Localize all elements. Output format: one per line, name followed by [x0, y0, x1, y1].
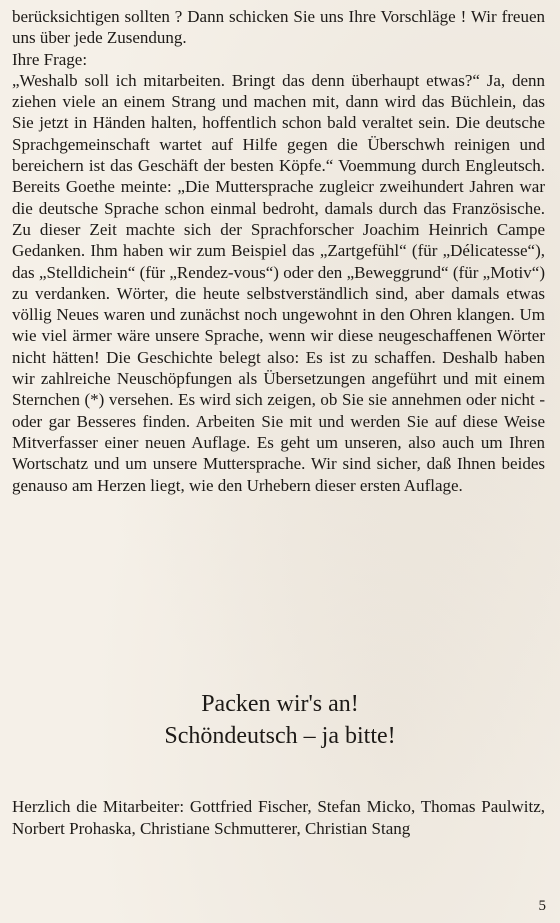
- paragraph-question-label: Ihre Frage:: [12, 49, 88, 69]
- body-text: [12, 6, 545, 496]
- paragraph-main: „Weshalb soll ich mitarbeiten. Bringt das denn überhaupt etwas?“ Ja, denn ziehen viele an einem Strang und machen mit, dann wird das Büchlein, das Sie jetzt in Händen halten, hoffentlich schon bald veraltet sein. Die deutsche Sprachgemeinschaft wartet auf Hilfe gegen die Überschwh reinigen und bereichern ist das Geschäft der besten Köpfe.“ Voemmung durch Engleutsch. Bereits Goethe meinte: „Die Muttersprache zugleicr zweihundert Jahren war die deutsche Sprache schon einmal bedroht, damals durch das Französische. Zu dieser Zeit machte sich der Sprachforscher Joachim Heinrich Campe Gedanken. Ihm haben wir zum Beispiel das „Zartgefühl“ (für „Délicatesse“), das „Stelldichein“ (für „Rendez-vous“) oder den „Beweggrund“ (für „Motiv“) zu verdanken. Wörter, die heute selbstverständlich sind, aber damals etwas völlig Neues waren und zunächst noch ungewohnt in den Ohren klangen. Um wie viel ärmer wäre unsere Sprache, wenn wir diese neugeschaffenen Wörter nicht hätten! Die Geschichte belegt also: Es ist zu schaffen. Deshalb haben wir zahlreiche Neuschöpfungen als Übersetzungen angeführt und mit einem Sternchen (*) versehen. Es wird sich zeigen, ob Sie sie annehmen oder nicht - oder gar Besseres finden. Arbeiten Sie mit und werden Sie auf diese Weise Mitverfasser einer neuen Auflage. Es geht um unseren, also auch um Ihren Wortschatz und um unsere Muttersprache. Wir sind sicher, daß Ihnen beides genauso am Herzen liegt, wie den Urhebern dieser ersten Auflage.: [12, 70, 545, 495]
- closing-heading: [0, 688, 560, 752]
- heading-line-1: Packen wir's an!: [201, 691, 359, 717]
- signature: Herzlich die Mitarbeiter: Gottfried Fischer, Stefan Micko, Thomas Paulwitz, Norbert Prohaska, Christiane Schmutterer, Christian Stang: [12, 797, 545, 838]
- heading-line-2: Schöndeutsch – ja bitte!: [164, 723, 396, 749]
- paragraph-intro: berücksichtigen sollten ? Dann schicken Sie uns Ihre Vorschläge ! Wir freuen uns über jede Zusendung.: [12, 7, 545, 48]
- page-number: 5: [538, 898, 546, 914]
